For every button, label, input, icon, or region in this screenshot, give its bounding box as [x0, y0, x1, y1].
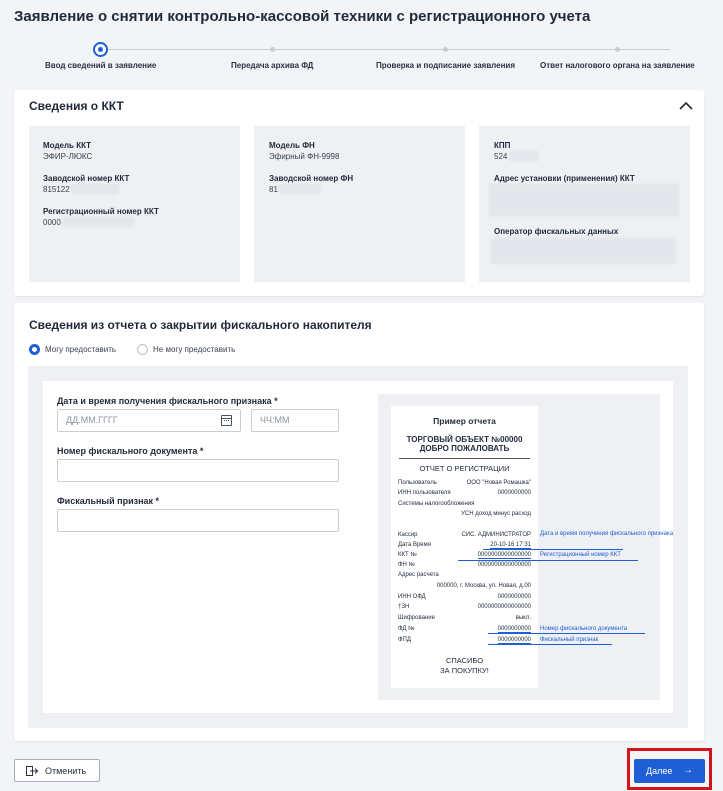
- report-form-area: [28, 366, 688, 728]
- report-form-panel: [43, 381, 673, 713]
- annotation-line: [488, 633, 645, 634]
- annotation-line: [458, 560, 638, 561]
- kkt-serial-label: Заводской номер ККТ: [43, 174, 130, 183]
- kpp-value: 524: [494, 152, 508, 161]
- kkt-column-3: [479, 126, 690, 282]
- kkt-serial-value: 815122: [43, 185, 70, 194]
- receipt-thanks-line1: СПАСИБО: [445, 656, 484, 665]
- calendar-icon[interactable]: [221, 415, 232, 426]
- address-label: Адрес установки (применения) ККТ: [494, 174, 635, 183]
- step-4-label[interactable]: Ответ налогового органа на заявление: [540, 61, 695, 70]
- receipt-thanks-line2: ЗА ПОКУПКУ!: [440, 666, 489, 675]
- receipt-example: Пример отчета ТОРГОВЫЙ ОБЪЕКТ №00000 ДОБРО ПОЖАЛОВАТЬ ОТЧЕТ О РЕГИСТРАЦИИ Пользователь ООО "Новая Ромашка" ИНН пользователя 0000000000 Системы налогообложения УСН доход минус расход Кассир СИС. АДМИНИСТРАТОР Дата Время 20-10-16 17:31 ККТ № 0000000000000000 ФН № 0000000000000000 Адрес расчета 000000, г. Москва, ул. Новая, д.00 ИНН ОФД 0000000000 †ЗН 0000000000000000 Шифрование выкл. ФД № 0000000000 ФПД 0000000000 СПАСИБО ЗА ПОКУПКУ!: [391, 406, 538, 688]
- step-2-indicator: [270, 47, 275, 52]
- receipt-shop-line2: ДОБРО ПОЖАЛОВАТЬ: [419, 444, 510, 453]
- date-input[interactable]: [57, 409, 241, 432]
- annotation-line: [488, 644, 612, 645]
- step-3-label[interactable]: Проверка и подписание заявления: [376, 61, 515, 70]
- receipt-title: Пример отчета: [433, 416, 496, 426]
- report-card-title: Сведения из отчета о закрытии фискального накопителя: [29, 318, 372, 332]
- next-label: Далее: [646, 766, 673, 776]
- fiscal-sign-label: Фискальный признак *: [57, 496, 160, 506]
- arrow-right-icon: →: [683, 765, 693, 776]
- step-4-indicator: [615, 47, 620, 52]
- fn-serial-label: Заводской номер ФН: [269, 174, 354, 183]
- progress-stepper: [0, 40, 723, 80]
- fn-model-value: Эфирный ФН-9998: [269, 152, 340, 161]
- annotation-doc-number: Номер фискального документа: [540, 626, 628, 632]
- kkt-reg-value: 0000: [43, 218, 61, 227]
- time-input[interactable]: [251, 409, 339, 432]
- exit-icon: [26, 766, 38, 776]
- receipt-shop-line1: ТОРГОВЫЙ ОБЪЕКТ №00000: [406, 435, 523, 444]
- step-2-label[interactable]: Передача архива ФД: [231, 61, 314, 70]
- annotation-reg-number: Регистрационный номер ККТ: [540, 552, 621, 558]
- receipt-divider: [399, 458, 530, 459]
- fiscal-sign-input[interactable]: [57, 509, 339, 532]
- cancel-label: Отменить: [45, 766, 87, 776]
- doc-number-label: Номер фискального документа *: [57, 446, 204, 456]
- radio-cannot-provide-label[interactable]: Не могу предоставить: [153, 345, 236, 354]
- receipt-report-name: ОТЧЕТ О РЕГИСТРАЦИИ: [419, 464, 510, 473]
- kkt-column-2: [254, 126, 465, 282]
- step-1-indicator: [93, 42, 108, 57]
- redacted-area: [489, 184, 679, 216]
- radio-cannot-provide[interactable]: [137, 344, 148, 355]
- radio-can-provide[interactable]: [29, 344, 40, 355]
- kkt-model-value: ЭФИР-ЛЮКС: [43, 152, 93, 161]
- cancel-button[interactable]: [14, 759, 100, 782]
- next-button[interactable]: [634, 759, 705, 783]
- step-3-indicator: [443, 47, 448, 52]
- report-example-area: [378, 394, 674, 700]
- date-placeholder: ДД.ММ.ГГГГ: [66, 415, 118, 425]
- kkt-column-1: [29, 126, 240, 282]
- time-placeholder: ЧЧ:ММ: [260, 415, 290, 425]
- fn-model-label: Модель ФН: [269, 141, 315, 150]
- kkt-card-title: Сведения о ККТ: [29, 99, 124, 113]
- radio-can-provide-label[interactable]: Могу предоставить: [45, 345, 117, 354]
- redacted-area: [71, 184, 119, 194]
- page-title: Заявление о снятии контрольно-кассовой техники с регистрационного учета: [14, 8, 591, 25]
- operator-label: Оператор фискальных данных: [494, 227, 619, 236]
- annotation-fiscal-sign: Фискальный признак: [540, 637, 599, 643]
- redacted-area: [279, 184, 321, 194]
- fiscal-report-card: [14, 303, 704, 741]
- kpp-label: КПП: [494, 141, 511, 150]
- datetime-label: Дата и время получения фискального признака *: [57, 396, 278, 406]
- kkt-model-label: Модель ККТ: [43, 141, 92, 150]
- annotation-datetime: Дата и время получения фискального признака: [540, 531, 674, 537]
- redacted-area: [491, 238, 676, 264]
- kkt-info-card: [14, 90, 704, 296]
- redacted-area: [509, 151, 539, 161]
- redacted-area: [62, 217, 134, 227]
- annotation-line: [483, 549, 623, 550]
- step-1-label[interactable]: Ввод сведений в заявление: [45, 61, 157, 70]
- fn-serial-value: 81: [269, 185, 278, 194]
- doc-number-input[interactable]: [57, 459, 339, 482]
- kkt-reg-label: Регистрационный номер ККТ: [43, 207, 159, 216]
- stepper-line: [108, 49, 670, 50]
- chevron-up-icon[interactable]: [678, 100, 694, 112]
